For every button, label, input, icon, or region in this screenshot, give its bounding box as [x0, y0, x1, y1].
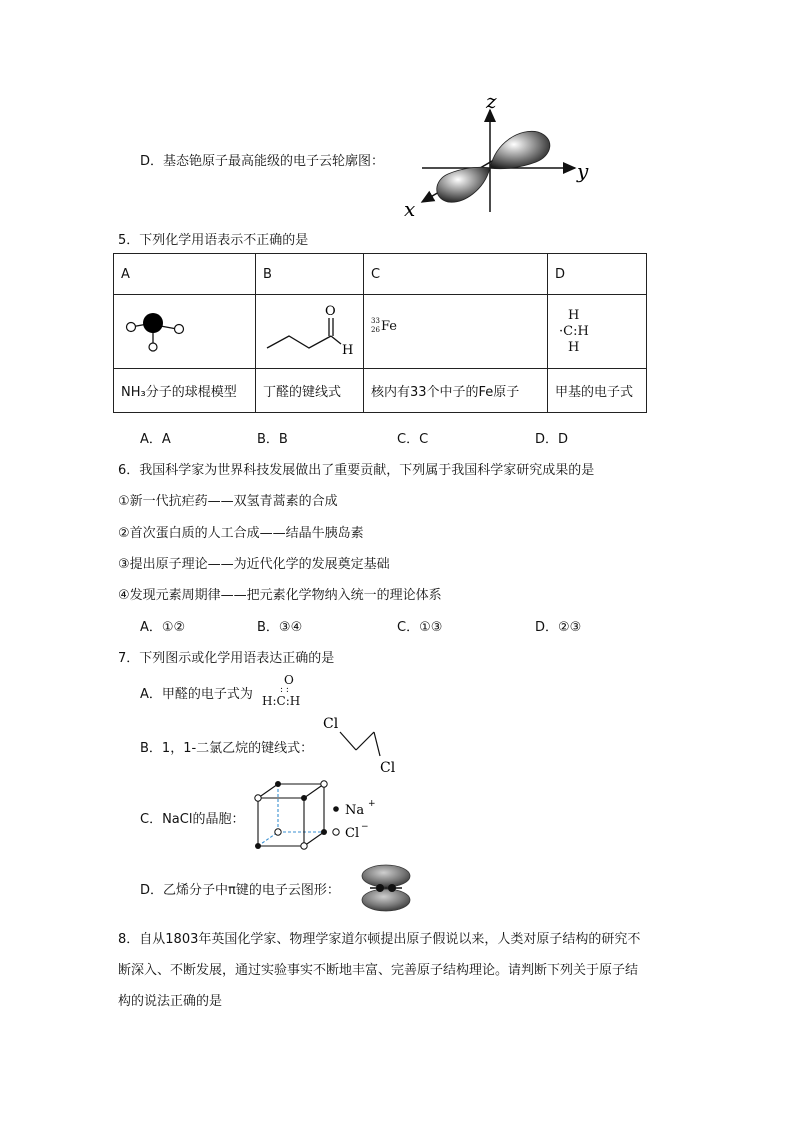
pi-bond-electron-cloud — [356, 864, 416, 912]
na-ion — [255, 843, 261, 849]
legend-na-charge: + — [368, 799, 376, 809]
q6-item-1: ①新一代抗疟药——双氢青蒿素的合成 — [118, 494, 338, 509]
na-ion — [321, 829, 327, 835]
methyl-center: ·C:H — [559, 323, 589, 339]
na-ion — [301, 795, 307, 801]
q7-option-c[interactable]: C．NaCl的晶胞： — [140, 812, 245, 827]
formaldehyde-o: O — [284, 673, 294, 687]
isotope-symbol: Fe — [381, 318, 398, 334]
q5-header-b: B — [256, 254, 364, 295]
q5-cell-b-image — [256, 295, 364, 369]
q7-option-a[interactable]: A．甲醛的电子式为 — [140, 687, 253, 702]
q5-desc-b: 丁醛的键线式 — [256, 369, 364, 413]
axis-label-y: y — [577, 159, 589, 183]
cl-ion — [301, 843, 307, 849]
nh3-ball-stick-model — [121, 305, 201, 355]
q8-line-3: 构的说法正确的是 — [118, 994, 223, 1009]
aldehyde-o-label: O — [325, 303, 336, 319]
q6-answer-a[interactable]: A．①② — [140, 620, 186, 635]
q8-line-1: 8．自从1803年英国化学家、物理学家道尔顿提出原子假说以来，人类对原子结构的研究不 — [118, 932, 641, 947]
q5-desc-a: NH₃分子的球棍模型 — [114, 369, 256, 413]
formaldehyde-electron-formula: O : : H:C:H — [262, 673, 301, 708]
q6-answer-d[interactable]: D．②③ — [535, 620, 582, 635]
q6-answer-c[interactable]: C．①③ — [397, 620, 443, 635]
q5-answer-a[interactable]: A．A — [140, 432, 171, 447]
q8-line-2: 断深入、不断发展，通过实验事实不断地丰富、完善原子结构理论。请判断下列关于原子结 — [118, 963, 639, 978]
q6-item-3: ③提出原子理论——为近代化学的发展奠定基础 — [118, 557, 390, 572]
q5-answer-b[interactable]: B．B — [257, 432, 288, 447]
q7-option-d[interactable]: D．乙烯分子中π键的电子云图形： — [140, 883, 340, 898]
q5-header-a: A — [114, 254, 256, 295]
q5-table — [113, 253, 647, 413]
nacl-unit-cell — [250, 770, 400, 858]
q5-cell-d-image — [548, 295, 647, 369]
aldehyde-h-label: H — [342, 342, 354, 358]
q5-desc-d: 甲基的电子式 — [548, 369, 647, 413]
q7-stem: 7．下列图示或化学用语表达正确的是 — [118, 651, 335, 666]
isotope-atomic-number: 26 — [371, 325, 380, 334]
methyl-bottom-h: H — [568, 339, 580, 355]
q6-stem: 6．我国科学家为世界科技发展做出了重要贡献，下列属于我国科学家研究成果的是 — [118, 463, 595, 478]
butanal-skeletal-formula — [263, 300, 358, 360]
cl-ion — [321, 781, 327, 787]
legend-cl-label: Cl — [345, 826, 360, 841]
q5-header-d: D — [548, 254, 647, 295]
q4-option-d: D．基态铯原子最高能级的电子云轮廓图： — [140, 154, 385, 169]
q6-item-4: ④发现元素周期律——把元素化学物纳入统一的理论体系 — [118, 588, 442, 603]
na-ion — [275, 781, 281, 787]
cl-label-bottom: Cl — [380, 760, 396, 776]
q7-option-b[interactable]: B．1，1-二氯乙烷的键线式： — [140, 741, 314, 756]
legend-na-label: Na — [345, 803, 365, 818]
cl-label-top: Cl — [323, 716, 339, 732]
orbital-lobe-lower — [437, 167, 490, 202]
p-orbital-diagram — [400, 92, 600, 222]
q5-cell-a-image — [114, 295, 256, 369]
q5-cell-c-image — [364, 295, 548, 369]
q5-stem: 5．下列化学用语表示不正确的是 — [118, 233, 309, 248]
legend-cl-charge: − — [361, 822, 369, 832]
axis-label-z: z — [486, 92, 497, 113]
q6-item-2: ②首次蛋白质的人工合成——结晶牛胰岛素 — [118, 526, 364, 541]
cl-ion — [255, 795, 261, 801]
q6-answer-b[interactable]: B．③④ — [257, 620, 303, 635]
legend-cl-marker — [333, 829, 339, 835]
q5-header-c: C — [364, 254, 548, 295]
orbital-lobe-upper — [490, 131, 550, 168]
q5-answer-d[interactable]: D．D — [535, 432, 569, 447]
legend-na-marker — [333, 806, 339, 812]
q5-desc-c: 核内有33个中子的Fe原子 — [364, 369, 548, 413]
q5-answer-c[interactable]: C．C — [397, 432, 429, 447]
axis-label-x: x — [404, 197, 416, 221]
methyl-top-h: H — [568, 307, 580, 323]
formaldehyde-bottom: H:C:H — [262, 694, 301, 708]
cl-ion — [275, 829, 281, 835]
isotope-mass-number: 33 — [371, 316, 380, 325]
dichloroethane-skeletal-formula — [318, 710, 408, 778]
